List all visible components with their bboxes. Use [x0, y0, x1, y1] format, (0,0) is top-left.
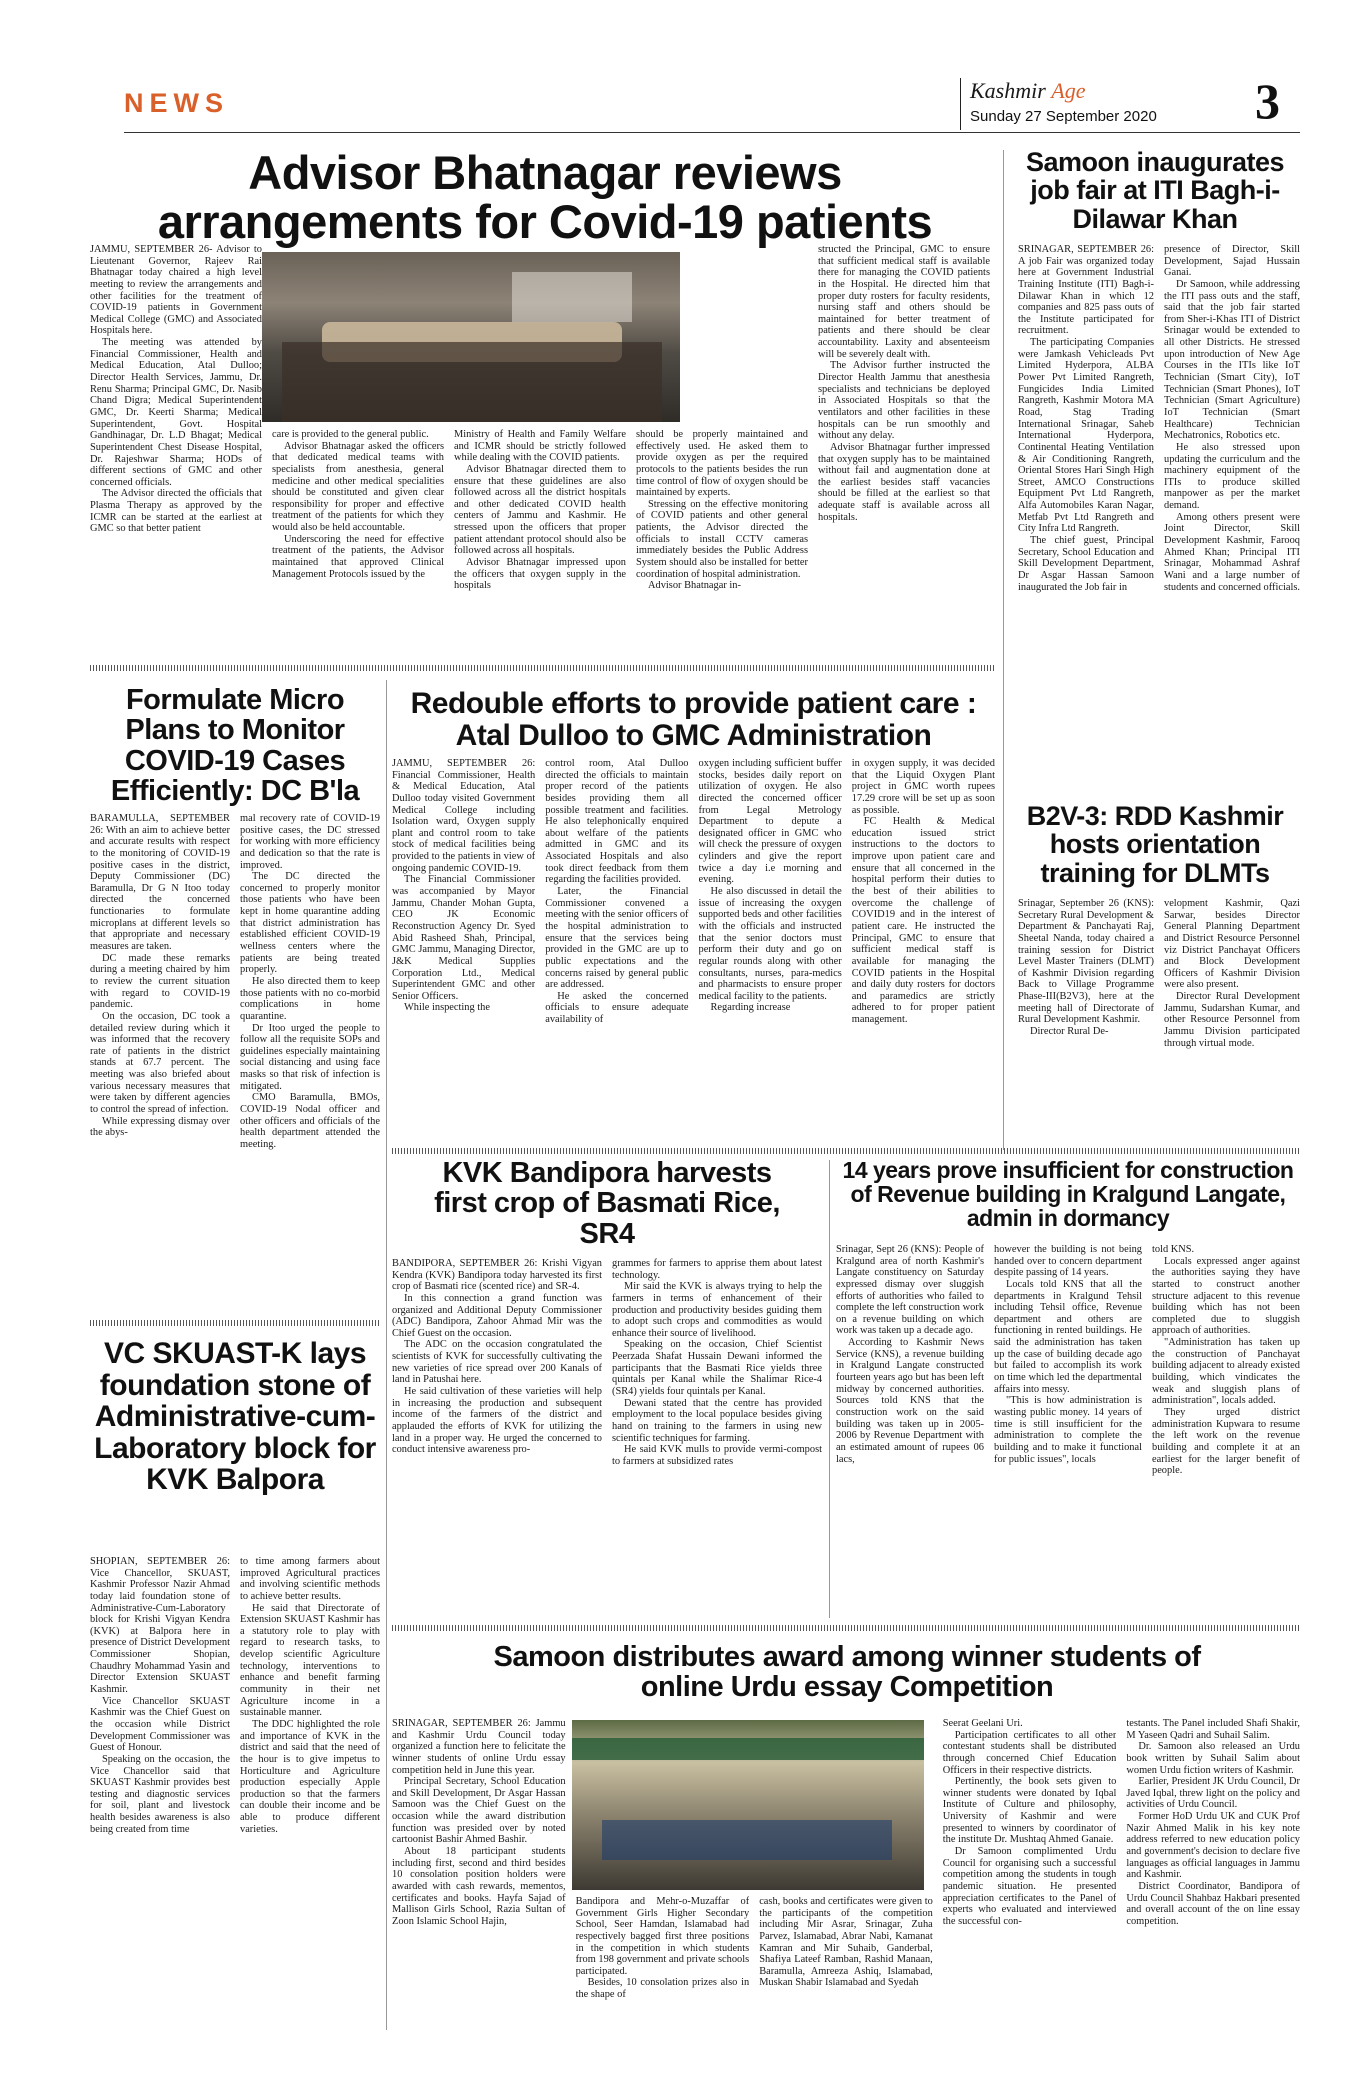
paragraph: should be properly maintained and effectively used. He asked them to provide oxygen as per the required protocols to the patients besides the run time control of flow of oxygen should be maintained by experts.: [636, 429, 808, 499]
article-skuast: [90, 1338, 380, 2050]
paragraph: According to Kashmir News Service (KNS), a revenue building in Kralgund Langate constructed fourteen years ago but has been left midway by concerned authorities. Sources told KNS that the construction work on the said building was taken up in 2005-2006 by Revenue Department with an estimated amount of rupees 06 lacs,: [836, 1337, 984, 1465]
article-dulloo: [392, 688, 995, 1153]
paragraph: Among others present were Joint Director, Skill Development Kashmir, Farooq Ahmed Khan; Principal ITI Srinagar, Mohammad Ashraf Wani and a large number of students and concerned officials.: [1164, 511, 1300, 593]
paragraph: Regarding increase: [710, 1002, 791, 1014]
brand-logo-right: Age: [1051, 78, 1086, 103]
paragraph: "Administration has taken up the construction of Panchayat building adjacent to already existed building, which vindicates the weak and sluggish plans of administration", locals added.: [1152, 1337, 1300, 1407]
paragraph: The Advisor further instructed the Director Health Jammu that anesthesia specialists and technicians be deployed in Associated Hospitals so that the ventilators and other facilities in these hospitals can be run smoothly and without any delay.: [818, 360, 990, 442]
paragraph: in oxygen supply, it was decided that the Liquid Oxygen Plant project in GMC worth rupees 17.29 crore will be set up as soon as possible.: [851, 758, 995, 816]
dulloo-col-4: [852, 758, 995, 1150]
paragraph: cash, books and certificates were given to the participants of the competition including Mir Asrar, Srinagar, Zuha Parvez, Islamabad, Abrar Nabi, Kamanat Kamran and Mir Suhaib, Ganderbal, Shafiya Lateef Ramban, Rashid Manaan, Baramulla, Amreeza Ashiq, Islamabad, Muskan Shabir Islamabad and Syedah: [759, 1896, 933, 1989]
paragraph: presence of Director, Skill Development, Sajad Hussain Ganai.: [1164, 244, 1300, 279]
paragraph: Stressing on the effective monitoring of COVID patients and other general patients, the Advisor directed the officials to install CCTV cameras immediately besides the Public Address System should also be installed for better coordination of hospital administration.: [636, 498, 808, 580]
paragraph: Advisor Bhatnagar asked the officers that dedicated medical teams with specialists from anesthesia, general medicine and other medical specialities should be constituted and given clear responsibility for proper and effective treatment of the patients for which they would also be held accountable.: [272, 440, 444, 534]
paragraph: The DC directed the concerned to properly monitor those patients who have been kept in home quarantine adding that district administration has established efficient COVID-19 wellness centers where the patients are being treated properly.: [240, 871, 380, 976]
article-b2v3: [1010, 802, 1300, 1147]
paragraph: Principal Secretary, School Education and Skill Development, Dr Asgar Hassan Samoon was the Chief Guest on the occasion while the award distribution function was presided over by noted cartoonist Bashir Ahmed Bashir.: [392, 1776, 566, 1846]
page-number: 3: [1255, 73, 1280, 129]
paragraph: SRINAGAR, SEPTEMBER 26: Jammu and Kashmir Urdu Council today organized a function here to felicitate the winner students of online Urdu essay competition held in June this year.: [392, 1718, 566, 1776]
urdu-col-2: [576, 1718, 750, 2040]
bhatnagar-col-1: [90, 244, 262, 656]
dulloo-col-3: [699, 758, 842, 1150]
paragraph: He said KVK mulls to provide vermi-compost to farmers at subsidized rates: [612, 1444, 822, 1467]
headline-bhatnagar: Advisor Bhatnagar reviews arrangements for Covid-19 patients: [157, 146, 933, 249]
section-label: NEWS: [124, 88, 229, 118]
paragraph: The meeting was attended by Financial Commissioner, Health and Medical Education, Atal Dulloo; Director Health Services, Jammu, Dr. Renu Sharma; Principal GMC, Dr. Nasib Chand Digra; Medical Superintendent GMC, Dr. Keerti Sharma; Medical Superintendent, Govt. Hospital Gandhinagar, Dr. L.D Bhagat; Medical Superintendent Chest Disease Hospital, Dr. Rajeshwar Sharma; HODs of different sections of GMC and other concerned officials.: [90, 337, 262, 488]
paragraph: He asked the concerned officials to ensure adequate availability of: [545, 990, 689, 1026]
paragraph: He also stressed upon updating the curriculum and the machinery equipment of the ITIs to produce skilled manpower as per the market demand.: [1164, 441, 1300, 512]
paragraph: care is provided to the general public.: [272, 429, 429, 440]
paragraph: The Financial Commissioner was accompanied by Mayor Jammu, Chander Mohan Gupta, CEO JK Economic Reconstruction Agency Dr. Syed Abid Rasheed Shah, Principal, GMC Jammu, Managing Director, J&K Medical Supplies Corporation Ltd., Medical Superintendent GMC and other Senior Officers.: [392, 874, 536, 1002]
paragraph: The DDC highlighted the role and importance of KVK in the district and said that the need of the hour is to give impetus to Horticulture and Agriculture production especially Apple production so that the farmers can double their income and be able to produce different varieties.: [240, 1718, 380, 1835]
baramulla-col-2: [240, 813, 380, 1313]
paragraph: BANDIPORA, SEPTEMBER 26: Krishi Vigyan Kendra (KVK) Bandipora today harvested its first crop of Basmati rice (scented rice) and SR-4.: [392, 1258, 602, 1293]
paragraph: SRINAGAR, SEPTEMBER 26: A job Fair was organized today here at Government Industrial Training Institute (ITI) Bagh-i-Dilawar Khan in which 12 companies and 825 pass outs of the Institute participated for recruitment.: [1018, 244, 1154, 337]
paragraph: They urged district administration Kupwara to resume the left work on the revenue building and complete it at an earliest for the larger benefit of people.: [1152, 1406, 1300, 1477]
paragraph: Dr. Samoon also released an Urdu book written by Suhail Salim about women Urdu fiction writers of Kashmir.: [1126, 1741, 1300, 1776]
paragraph: On the occasion, DC took a detailed review during which it was informed that the recovery rate of patients in the district stands at 67.7 percent. The meeting was also briefed about various necessary measures that were taken by different agencies to control the spread of infection.: [90, 1010, 230, 1116]
paragraph: The Advisor directed the officials that Plasma Therapy as approved by the ICMR can be started at the earliest at GMC so that better patient: [90, 488, 262, 535]
urdu-col-3: [759, 1718, 933, 2040]
paragraph: District Coordinator, Bandipora of Urdu Council Shahbaz Hakbari presented and overall account of the on line essay competition.: [1126, 1880, 1300, 1927]
paragraph: Besides, 10 consolation prizes also in the shape of: [575, 1977, 750, 2001]
paragraph: He said that Directorate of Extension SKUAST Kashmir has a statutory role to play with regard to research tasks, to develop scientific Agriculture technology, interventions to enhance and benefit farming community in their net Agriculture income in a sustainable manner.: [240, 1602, 380, 1719]
paragraph: Dr Samoon, while addressing the ITI pass outs and the staff, said that the job fair started from Sher-i-Khas ITI of District Srinagar would be extended to all other Districts. He stressed upon introduction of New Age Courses in the ITIs like IoT Technician (Smart City), IoT Technician (Smart Phones), IoT Technician (Smart Agriculture) IoT Technician (Smart Healthcare) Technician Mechatronics, Robotics etc.: [1164, 278, 1300, 442]
paragraph: Vice Chancellor SKUAST Kashmir was the Chief Guest on the occasion while District Development Commissioner was Guest of Honour.: [90, 1695, 230, 1754]
paragraph: Director Rural De-: [1030, 1026, 1109, 1038]
paragraph: The chief guest, Principal Secretary, School Education and Skill Development Department, Dr Asgar Hassan Samoon inaugurated the Job fair in: [1018, 535, 1154, 593]
headline-skuast: VC SKUAST-K lays foundation stone of Administrative-cum-Laboratory block for KVK Balpora: [94, 1337, 376, 1496]
paragraph: Bandipora and Mehr-o-Muzaffar of Government Girls Higher Secondary School, Seer Hamdan, Islamabad had respectively bagged first three positions in the competition in which students from 198 government and private schools participated.: [575, 1896, 750, 1977]
kralgund-col-2: [994, 1244, 1142, 1618]
paragraph: He also discussed in detail the issue of increasing the oxygen supported beds and other facilities with the officials and instructed that the senior doctors must perform their duty and go on regular rounds along with other consultants, nurses, para-medics and pharmacists to ensure proper medical facility to the patients.: [698, 886, 842, 1002]
urdu-col-1: [392, 1718, 566, 2040]
paragraph: Advisor Bhatnagar impressed upon the officers that oxygen supply in the hospitals: [454, 557, 626, 592]
skuast-col-2: [240, 1556, 380, 2050]
paragraph: While expressing dismay over the abys-: [90, 1115, 230, 1139]
paragraph: Advisor Bhatnagar directed them to ensure that these guidelines are also followed across all the district hospitals and other dedicated COVID health centers of Jammu and Kashmir. He stressed upon the officers that proper patient attendant protocol should also be followed across all hospitals.: [454, 463, 626, 557]
headline-b2v3: B2V-3: RDD Kashmir hosts orientation training for DLMTs: [1026, 801, 1284, 888]
paragraph: Dr Samoon complimented Urdu Council for organising such a successful competition among the students in tough pandemic situation. He presented appreciation certificates to the Panel of experts who evaluated and interviewed the successful con-: [942, 1846, 1117, 1927]
paragraph: Director Rural Development Jammu, Sudarshan Kumar, and other Resource Personnel from Jammu Division participated through virtual mode.: [1164, 991, 1300, 1049]
article-baramulla: [90, 685, 380, 1315]
paragraph: Speaking on the occasion, the Vice Chancellor said that SKUAST Kashmir provides best testing and diagnostic services for soil, plant and livestock health besides awareness is also being created from time: [90, 1753, 230, 1835]
section-divider: [90, 665, 995, 671]
paragraph: The participating Companies were Jamkash Vehicleads Pvt Limited Hyderpora, ALBA Power Pvt Limited Rangreth, Fungicides India Limited Rangreth, Kashmir Motora MA Road, Stag Trading International Srinagar, Saheb International Hyderpora, Continental Heating Ventilation & Air Conditioning Rangreth, Oriental Stores Hari Singh High Street, AMCO Constructions Equipment Pvt Ltd Rangreth, Alfa Automobiles Karan Nagar, Metfab Pvt Ltd Rangreth and City Infra Ltd Rangreth.: [1018, 337, 1154, 535]
paragraph: He said cultivation of these varieties will help in increasing the production and subsequent income of the farmers of the district and applauded the efforts of KVK for utilizing the land in a proper way. He urged the concerned to conduct intensive awareness pro-: [392, 1386, 602, 1456]
bhatnagar-col-5: [818, 244, 990, 656]
paragraph: Underscoring the need for effective treatment of the patients, the Advisor maintained that approved Clinical Management Protocols issued by the: [272, 533, 444, 580]
paragraph: to time among farmers about improved Agricultural practices and involving scientific methods to achieve better results.: [240, 1556, 380, 1602]
article-iti: [1010, 148, 1300, 788]
paragraph: Later, the Financial Commissioner convened a meeting with the senior officers of the hospital administration to ensure that the services being provided in the GMC are up to public expectations and the concerns raised by general public are addressed.: [545, 886, 689, 991]
paragraph: "This is how administration is wasting public money. 14 years of time is still insufficient for the administration to complete the building and to make it functional for public issues", locals: [994, 1395, 1142, 1465]
paragraph: mal recovery rate of COVID-19 positive cases, the DC stressed for working with more efficiency and dedication so that the rate is improved.: [240, 813, 380, 871]
iti-col-2: [1164, 244, 1300, 784]
masthead: [0, 0, 1365, 135]
baramulla-col-1: [90, 813, 230, 1313]
paragraph: JAMMU, SEPTEMBER 26: Financial Commissioner, Health & Medical Education, Atal Dulloo today visited Government Medical College including Isolation ward, Oxygen supply plant and control room to take stock of medical facilities being provided to the patients in view of ongoing pandemic COVID-19.: [392, 758, 536, 874]
b2v3-col-2: [1164, 898, 1300, 1146]
paragraph: control room, Atal Dulloo directed the officials to maintain proper record of the patients besides providing them all possible treatment and facilities. He also telephonically enquired about welfare of the patients admitted in GMC and its Associated Hospitals and also took direct feedback from them regarding the facilities provided.: [545, 758, 689, 886]
paragraph: however the building is not being handed over to concern department despite passing of 14 years.: [994, 1244, 1142, 1279]
paragraph: The ADC on the occasion congratulated the scientists of KVK for successfully cultivating the new varieties of rice spread over 200 Kanals of land in Patushai here.: [392, 1339, 602, 1386]
paragraph: He also directed them to keep those patients with no co-morbid complications in home quarantine.: [240, 975, 380, 1022]
paragraph: While inspecting the: [404, 1002, 490, 1014]
paragraph: told KNS.: [1152, 1244, 1195, 1255]
paragraph: Srinagar, Sept 26 (KNS): People of Kralgund area of north Kashmir's Langate constituency on Saturday expressed dismay over sluggish efforts of authorities who failed to complete the left construction work on a revenue building on which work was taken up a decade ago.: [836, 1244, 984, 1337]
paragraph: Advisor Bhatnagar in-: [648, 580, 741, 592]
skuast-col-1: [90, 1556, 230, 2050]
section-divider: [392, 1625, 1300, 1631]
paragraph: Former HoD Urdu UK and CUK Prof Nazir Ahmed Malik in his key note address referred to new education policy and government's decision to declare five languages as official languages in Jammu and Kashmir.: [1126, 1811, 1300, 1881]
headline-dulloo: Redouble efforts to provide patient care : Atal Dulloo to GMC Administration: [410, 687, 977, 752]
paragraph: Speaking on the occasion, Chief Scientist Peerzada Shafat Hussain Dewani informed the participants that the Basmati Rice yields three quintals per Kanal while the Shalimar Rice-4 (SR4) yields four quintals per Kanal.: [612, 1339, 822, 1398]
article-urdu: [392, 1642, 1300, 2042]
paragraph: Locals expressed anger against the authorities saying they have started to construct another structure adjacent to this revenue building which has not been completed due to sluggish approach of authorities.: [1152, 1255, 1300, 1337]
issue-date: Sunday 27 September 2020: [970, 108, 1157, 125]
headline-urdu: Samoon distributes award among winner students of online Urdu essay Competition: [493, 1641, 1201, 1704]
kralgund-col-1: [836, 1244, 984, 1618]
paragraph: SHOPIAN, SEPTEMBER 26: Vice Chancellor, SKUAST, Kashmir Professor Nazir Ahmad today laid foundation stone of Administrative-Cum-Laboratory block for Krishi Vigyan Kendra (KVK) at Balpora here in presence of District Development Commissioner Shopian, Chaudhry Mohammad Yasin and Director Extension SKUAST Kashmir.: [90, 1556, 230, 1696]
iti-col-1: [1018, 244, 1154, 784]
section-divider: [392, 1148, 1300, 1154]
article-kvk: [392, 1158, 822, 1620]
bhatnagar-col-4: [636, 244, 808, 656]
paragraph: testants. The Panel included Shafi Shakir, M Yaseen Qadri and Suhail Salim.: [1126, 1718, 1300, 1741]
paragraph: JAMMU, SEPTEMBER 26- Advisor to Lieutenant Governor, Rajeev Rai Bhatnagar today chaired a high level meeting to review the arrangements and other facilities for the treatment of COVID-19 patients in Government Medical College (GMC) and Associated Hospitals here.: [90, 244, 262, 337]
headline-kralgund: 14 years prove insufficient for construction of Revenue building in Kralgund Langate, admin in dormancy: [842, 1157, 1294, 1232]
masthead-rule: [124, 132, 1300, 133]
dulloo-col-2: [545, 758, 688, 1150]
column-rule: [1003, 150, 1004, 1150]
paragraph: oxygen including sufficient buffer stocks, besides daily report on utilization of oxygen. He also directed the concerned officer from Legal Metrology Department to depute a designated officer in GMC who will check the pressure of oxygen cylinders and give the report twice a day i.e morning and evening.: [698, 758, 842, 886]
paragraph: Dr Itoo urged the people to follow all the requisite SOPs and guidelines especially maintaining social distancing and using face masks so that risk of infection is mitigated.: [240, 1022, 380, 1092]
kvk-col-2: [612, 1258, 822, 1618]
paragraph: Ministry of Health and Family Welfare and ICMR should be strictly followed while dealing with the COVID patients.: [454, 429, 626, 464]
column-rule: [829, 1160, 830, 1618]
bhatnagar-col-3: [454, 244, 626, 656]
kvk-col-1: [392, 1258, 602, 1618]
b2v3-col-1: [1018, 898, 1154, 1146]
paragraph: Locals told KNS that all the departments in Kralgund Tehsil including Tehsil office, Revenue department and others are functioning in rented buildings. He said the administration has taken up the case of building decade ago but failed to accomplish its work on time which led the departmental affairs into messy.: [994, 1278, 1142, 1395]
paragraph: Srinagar, September 26 (KNS): Secretary Rural Development & Department & Panchayati Raj, Sheetal Nanda, today chaired a training session for District Level Master Trainers (DLMT) of Kashmir Division regarding Back to Village Programme Phase-III(B2V3), here at the meeting hall of Directorate of Rural Development Kashmir.: [1018, 898, 1154, 1026]
section-divider: [90, 1320, 380, 1326]
masthead-divider: [960, 78, 961, 130]
column-rule: [386, 680, 387, 2030]
paragraph: Dewani stated that the centre has provided employment to the local populace besides giving hand on training to the farmers in using new scientific techniques for farming.: [612, 1397, 822, 1444]
dulloo-col-1: [392, 758, 535, 1150]
headline-iti: Samoon inaugurates job fair at ITI Bagh-i-Dilawar Khan: [1025, 147, 1285, 234]
paragraph: Pertinently, the book sets given to winner students were donated by Iqbal Institute of Culture and philosophy, University of Kashmir and were presented to winners by coordinator of the institute Dr. Mushtaq Ahmed Ganaie.: [942, 1776, 1117, 1846]
paragraph: About 18 participant students including first, second and third besides 10 consolation position holders were awarded with cash rewards, mementos, certificates and books. Hayfa Sajad of Mallison Girls School, Razia Sultan of Zoon Islamic School Hajin,: [392, 1846, 566, 1927]
paragraph: Participation certificates to all other contestant students shall be distributed through concerned Chief Education Officers in their respective districts.: [942, 1729, 1117, 1776]
kralgund-col-3: [1152, 1244, 1300, 1618]
paragraph: Advisor Bhatnagar further impressed that oxygen supply has to be maintained without fail and augmentation done at the earliest besides staff vacancies should be filled at the earliest so that adequate staff is available across all hospitals.: [818, 441, 990, 523]
bhatnagar-col-2: [272, 244, 444, 656]
paragraph: Earlier, President JK Urdu Council, Dr Javed Iqbal, threw light on the policy and activities of Urdu Council.: [1126, 1776, 1300, 1811]
article-kralgund: [836, 1158, 1300, 1620]
brand-logo: [970, 78, 1086, 104]
paragraph: In this connection a grand function was organized and Additional Deputy Commissioner (ADC) Bandipora, Zahoor Ahmad Mir was the Chief Guest on the occasion.: [392, 1292, 602, 1339]
headline-kvk: KVK Bandipora harvests first crop of Basmati Rice, SR4: [434, 1157, 780, 1250]
paragraph: DC made these remarks during a meeting chaired by him to review the current situation with regard to COVID-19 pandemic.: [90, 952, 230, 1011]
paragraph: velopment Kashmir, Qazi Sarwar, besides Director General Planning Department and District Resource Personnel viz District Panchayat Officers and Block Development Officers of Kashmir Division were also present.: [1164, 898, 1300, 991]
article-bhatnagar: [90, 148, 995, 658]
paragraph: grammes for farmers to apprise them about latest technology.: [612, 1258, 822, 1281]
brand-logo-left: Kashmir: [970, 78, 1046, 103]
paragraph: Seerat Geelani Uri.: [942, 1718, 1023, 1729]
paragraph: BARAMULLA, SEPTEMBER 26: With an aim to achieve better and accurate results with respect to the monitoring of COVID-19 positive cases in the district, Deputy Commissioner (DC) Baramulla, Dr G N Itoo today directed the concerned functionaries to formulate microplans at different levels so that appropriate and necessary measures are taken.: [90, 813, 230, 953]
urdu-col-5: [1126, 1718, 1300, 2040]
urdu-col-4: [943, 1718, 1117, 2040]
paragraph: structed the Principal, GMC to ensure that sufficient medical staff is available there for managing the COVID patients in the Hospital. He directed him that proper duty rosters for faculty residents, nursing staff and others should be maintained for better treatment of patients and there should be clear accountability. Laxity and absenteeism will be severely dealt with.: [818, 244, 990, 360]
headline-baramulla: Formulate Micro Plans to Monitor COVID-19 Cases Efficiently: DC B'la: [110, 684, 360, 808]
paragraph: Mir said the KVK is always trying to help the farmers in terms of enhancement of their production and productivity besides guiding them to adopt such crops and commodities as would enhance their source of livelihood.: [612, 1281, 822, 1339]
paragraph: CMO Baramulla, BMOs, COVID-19 Nodal officer and other officers and officials of the health department attended the meeting.: [240, 1092, 380, 1150]
paragraph: FC Health & Medical education issued strict instructions to the doctors to improve upon patient care and ensure that all concerned in the hospital perform their duties to the best of their abilities to overcome the challenge of COVID19 and in the interest of patient care. He instructed the Principal, GMC to ensure that sufficient medical staff is available for managing the COVID patients in the Hospital and daily duty rosters for doctors and paramedics are strictly adhered to for proper patient management.: [851, 816, 995, 1026]
